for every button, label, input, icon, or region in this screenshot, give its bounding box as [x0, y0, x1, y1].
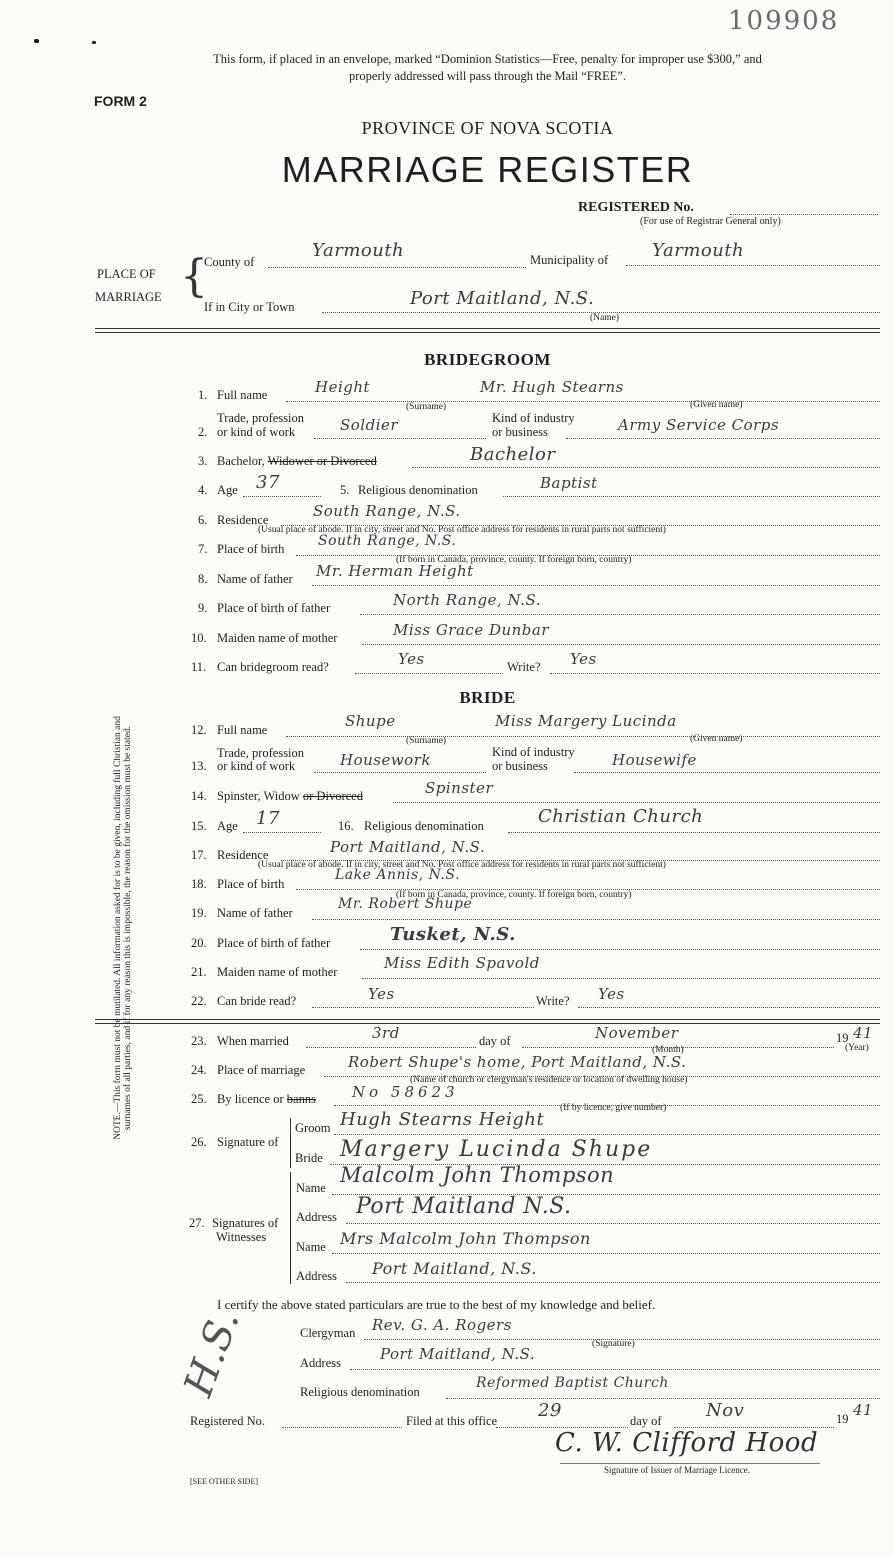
issuer-signature-line [560, 1463, 820, 1464]
clergyman-label: Clergyman [300, 1326, 356, 1340]
f27-label1: Signatures of [212, 1216, 279, 1230]
f27-label2: Witnesses [216, 1230, 267, 1244]
certify-statement: I certify the above stated particulars are true to the best of my knowledge and belief. [217, 1297, 656, 1312]
w2-name-label: Name [296, 1240, 326, 1254]
f11-write-value: Yes [570, 650, 597, 668]
f8-num: 8. [198, 572, 208, 586]
f13-ind-label1: Kind of industry [492, 745, 575, 759]
clergyman-signature-note: (Signature) [592, 1339, 635, 1349]
f3-num: 3. [198, 454, 208, 468]
w1-name-value: Malcolm John Thompson [340, 1163, 615, 1187]
w2-address-line [346, 1282, 880, 1283]
clergy-religion-label: Religious denomination [300, 1385, 420, 1399]
f4-label: Age [217, 483, 238, 497]
f4-value: 37 [256, 472, 280, 493]
issuer-signature: C. W. Clifford Hood [555, 1428, 819, 1458]
section-rule-top-1 [95, 328, 880, 329]
f23-year: 41 [853, 1024, 874, 1042]
f23-year-prefix: 19 [836, 1031, 849, 1045]
w1-address-line [346, 1223, 880, 1224]
f22-line [312, 1007, 534, 1008]
f13-line [314, 772, 486, 773]
f7-num: 7. [198, 542, 208, 556]
f18-value: Lake Annis, N.S. [335, 867, 460, 883]
f2-value: Soldier [340, 416, 399, 434]
municipality-label: Municipality of [530, 253, 609, 267]
f24-label: Place of marriage [217, 1063, 306, 1077]
f2-label1: Trade, profession [217, 411, 305, 425]
f26-groom-label: Groom [295, 1121, 331, 1135]
f25-num: 25. [191, 1092, 207, 1106]
f3-value: Bachelor [470, 444, 556, 465]
f9-value: North Range, N.S. [393, 591, 541, 609]
postal-notice-line2: properly addressed will pass through the Mail “FREE”. [348, 69, 627, 83]
page-title: MARRIAGE REGISTER [281, 149, 694, 190]
f15-num: 15. [191, 819, 207, 833]
city-name-note: (Name) [590, 313, 620, 323]
filing-registered-line [282, 1427, 402, 1428]
f3-label-a: Bachelor, [217, 454, 268, 468]
f22-value: Yes [368, 985, 395, 1003]
f7-note: (If born in Canada, province, county. If foreign born, country) [396, 555, 632, 565]
f1-surname: Height [315, 378, 371, 396]
f1-label: Full name [217, 388, 268, 402]
clergy-address-line [350, 1369, 880, 1370]
clergy-address-value: Port Maitland, N.S. [380, 1345, 536, 1363]
clergy-religion-line [446, 1398, 880, 1399]
w1-address-label: Address [296, 1210, 337, 1224]
f22-write-value: Yes [598, 985, 625, 1003]
f13-label1: Trade, profession [217, 746, 305, 760]
f2-ind-line [566, 438, 880, 439]
w2-address-label: Address [296, 1269, 337, 1283]
f13-ind-value: Housewife [612, 751, 697, 769]
scan-speck [34, 39, 39, 43]
f26-num: 26. [191, 1135, 207, 1149]
f2-num: 2. [198, 425, 208, 439]
f11-line [355, 673, 503, 674]
place-label-2: MARRIAGE [95, 290, 162, 304]
f16-num: 16. [338, 819, 354, 833]
f5-line [503, 496, 880, 497]
f3-line [412, 467, 880, 468]
f13-ind-line [574, 772, 880, 773]
f16-line [508, 832, 880, 833]
f11-num: 11. [191, 660, 207, 674]
f14-label [217, 789, 363, 804]
f15-label: Age [217, 819, 238, 833]
f10-label: Maiden name of mother [217, 631, 338, 645]
w2-address-value: Port Maitland, N.S. [372, 1259, 537, 1278]
f23-year-note: (Year) [845, 1043, 869, 1053]
f14-label-a: Spinster, Widow [217, 789, 303, 803]
issuer-note: Signature of Issuer of Marriage Licence. [604, 1465, 750, 1475]
f26-bracket [290, 1118, 291, 1168]
filing-day: 29 [538, 1400, 562, 1421]
f2-ind-label1: Kind of industry [492, 411, 575, 425]
f21-value: Miss Edith Spavold [384, 954, 540, 972]
f25-value: No 58623 [352, 1083, 459, 1101]
clergy-religion-value: Reformed Baptist Church [476, 1375, 669, 1391]
f10-value: Miss Grace Dunbar [393, 621, 550, 639]
f11-write-line [550, 673, 880, 674]
f12-line [286, 736, 880, 737]
f25-label [217, 1092, 316, 1107]
f3-label-b: Widower or Divorced [267, 454, 377, 468]
f23-day-line [306, 1047, 476, 1048]
f19-line [312, 919, 880, 920]
f26-bride-label: Bride [295, 1151, 323, 1165]
f9-num: 9. [198, 601, 208, 615]
municipality-line [626, 265, 880, 266]
f2-ind-value: Army Service Corps [618, 416, 780, 434]
w1-address-value: Port Maitland N.S. [356, 1194, 572, 1219]
f26-groom-line [334, 1134, 880, 1135]
f9-line [360, 614, 880, 615]
f6-value: South Range, N.S. [313, 502, 461, 520]
f14-label-b: or Divorced [302, 789, 363, 803]
f8-line [312, 585, 880, 586]
f6-num: 6. [198, 513, 208, 527]
county-label: County of [204, 255, 255, 269]
filing-year-prefix: 19 [836, 1412, 849, 1426]
f12-surname: Shupe [345, 712, 396, 730]
f22-num: 22. [191, 994, 207, 1008]
f2-label2: or kind of work [217, 425, 296, 439]
f19-num: 19. [191, 906, 207, 920]
side-note-line1: NOTE.—This form must not be mutilated. All information asked for is to be given, including full Christian and [113, 716, 123, 1140]
f19-label: Name of father [217, 906, 293, 920]
f24-value: Robert Shupe's home, Port Maitland, N.S. [348, 1053, 687, 1071]
f17-value: Port Maitland, N.S. [330, 838, 486, 856]
w2-name-value: Mrs Malcolm John Thompson [340, 1229, 591, 1248]
f7-value: South Range, N.S. [318, 533, 457, 549]
f6-note: (Usual place of abode. If in city, street and No. Post office address for residents in rural parts not sufficient) [258, 525, 666, 535]
f2-line [314, 438, 486, 439]
f8-label: Name of father [217, 572, 293, 586]
f9-label: Place of birth of father [217, 601, 331, 615]
f20-num: 20. [191, 936, 207, 950]
county-line [268, 267, 526, 268]
f22-write-line [578, 1007, 880, 1008]
f14-line [393, 802, 880, 803]
county-value: Yarmouth [312, 240, 405, 261]
f20-label: Place of birth of father [217, 936, 331, 950]
registered-no-label: REGISTERED No. [578, 200, 694, 215]
f18-num: 18. [191, 877, 207, 891]
filing-year: 41 [853, 1401, 874, 1419]
f3-label [217, 454, 377, 469]
f17-num: 17. [191, 848, 207, 862]
f11-label: Can bridegroom read? [217, 660, 329, 674]
f14-num: 14. [191, 789, 207, 803]
f12-num: 12. [191, 723, 207, 737]
f12-label: Full name [217, 723, 268, 737]
bride-heading: BRIDE [459, 688, 516, 707]
serial-number: 109908 [728, 6, 840, 36]
f1-given: Mr. Hugh Stearns [480, 378, 624, 396]
section-rule-mid-1 [95, 1019, 880, 1020]
f13-value: Housework [340, 751, 431, 769]
f14-value: Spinster [425, 779, 494, 797]
filing-filed-label: Filed at this office [406, 1414, 498, 1428]
filing-month: Nov [706, 1400, 745, 1421]
municipality-value: Yarmouth [652, 240, 745, 261]
f25-note: (If by licence, give number) [560, 1103, 667, 1113]
f12-given: Miss Margery Lucinda [495, 712, 677, 730]
clergy-address-label: Address [300, 1356, 341, 1370]
side-note-line2: surnames of all parties, and if for any reason this is impossible, the reason for the omission must be stated. [123, 725, 133, 1131]
section-rule-top-2 [95, 332, 880, 333]
f24-num: 24. [191, 1063, 207, 1077]
f1-surname-note: (Surname) [406, 402, 447, 412]
f18-note: (If born in Canada, province, county. If foreign born, country) [396, 890, 632, 900]
f1-num: 1. [198, 388, 208, 402]
f12-given-note: (Given name) [690, 734, 743, 744]
postal-notice-line1: This form, if placed in an envelope, marked “Dominion Statistics—Free, penalty for improper use $300,” and [213, 52, 762, 66]
f4-line [243, 496, 321, 497]
w2-name-line [332, 1253, 880, 1254]
f27-num: 27. [189, 1216, 205, 1230]
section-rule-mid-2 [95, 1023, 880, 1024]
f26-bride-value: Margery Lucinda Shupe [340, 1137, 653, 1162]
f13-num: 13. [191, 759, 207, 773]
scan-speck [92, 41, 96, 44]
f23-month-note: (Month) [652, 1045, 684, 1055]
f20-value: Tusket, N.S. [390, 924, 516, 945]
f4-num: 4. [198, 483, 208, 497]
filing-registered-label: Registered No. [190, 1414, 265, 1428]
f27-bracket [290, 1172, 291, 1284]
f23-num: 23. [191, 1034, 207, 1048]
f11-value: Yes [398, 650, 425, 668]
registered-no-note: (For use of Registrar General only) [640, 216, 781, 227]
f7-label: Place of birth [217, 542, 285, 556]
f5-value: Baptist [540, 474, 598, 492]
f25-label-a: By licence or [217, 1092, 287, 1106]
f25-label-b: banns [286, 1092, 316, 1106]
f22-label: Can bride read? [217, 994, 297, 1008]
f21-line [362, 978, 880, 979]
f5-label: Religious denomination [358, 483, 478, 497]
f6-label: Residence [217, 513, 269, 527]
f17-label: Residence [217, 848, 269, 862]
f17-note: (Usual place of abode. If in city, street and No. Post office address for residents in rural parts not sufficient) [258, 860, 666, 870]
f16-label: Religious denomination [364, 819, 484, 833]
f19-value: Mr. Robert Shupe [338, 896, 473, 912]
city-label: If in City or Town [204, 300, 295, 314]
w1-name-label: Name [296, 1181, 326, 1195]
form-number: FORM 2 [94, 93, 147, 109]
f26-groom-value: Hugh Stearns Height [340, 1109, 545, 1130]
registered-no-line [730, 214, 878, 215]
clergyman-value: Rev. G. A. Rogers [372, 1316, 512, 1334]
f1-line [286, 401, 880, 402]
see-other-side: [SEE OTHER SIDE] [190, 1477, 258, 1486]
f23-day-label: day of [479, 1034, 511, 1048]
f24-note: (Name of church or clergyman's residence or location of dwelling house) [410, 1075, 688, 1085]
f16-value: Christian Church [538, 806, 704, 827]
f10-line [362, 644, 880, 645]
f13-label2: or kind of work [217, 759, 296, 773]
city-value: Port Maitland, N.S. [410, 288, 595, 309]
f15-value: 17 [256, 808, 280, 829]
f8-value: Mr. Herman Height [316, 562, 474, 580]
f12-surname-note: (Surname) [406, 736, 447, 746]
f21-label: Maiden name of mother [217, 965, 338, 979]
side-note [113, 578, 143, 1278]
filing-day-label: day of [630, 1414, 662, 1428]
f20-line [360, 949, 880, 950]
f26-label: Signature of [217, 1135, 279, 1149]
f21-num: 21. [191, 965, 207, 979]
f23-month: November [595, 1024, 679, 1042]
province-heading: PROVINCE OF NOVA SCOTIA [361, 118, 614, 138]
f2-ind-label2: or business [492, 425, 548, 439]
f1-given-note: (Given name) [690, 400, 743, 410]
f23-day: 3rd [372, 1024, 400, 1042]
f22-write-label: Write? [536, 994, 570, 1008]
bridegroom-heading: BRIDEGROOM [424, 350, 551, 369]
place-brace: { [180, 251, 208, 302]
f13-ind-label2: or business [492, 759, 548, 773]
f18-label: Place of birth [217, 877, 285, 891]
f5-num: 5. [340, 483, 350, 497]
place-label-1: PLACE OF [97, 267, 156, 281]
f11-write-label: Write? [507, 660, 541, 674]
f23-label: When married [217, 1034, 289, 1048]
f15-line [243, 832, 321, 833]
f10-num: 10. [191, 631, 207, 645]
margin-initials: H.S. [175, 1303, 249, 1403]
